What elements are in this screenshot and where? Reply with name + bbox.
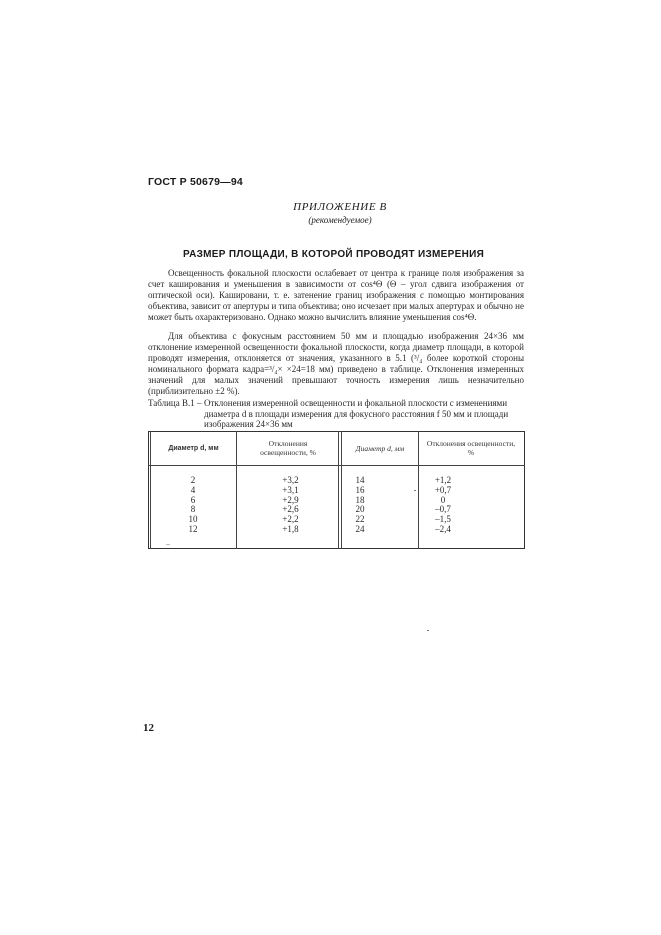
scan-mark: – (166, 539, 170, 548)
table-caption (148, 398, 524, 430)
table-cell: –0,7 (435, 504, 451, 515)
table-cell: 8 (190, 504, 196, 515)
header-diameter-1: Диаметр d, мм (168, 444, 219, 452)
table-cell: –1,5 (435, 514, 451, 525)
paragraph-2: Для объектива с фокусным расстоянием 50 мм и площадью изображения 24×36 мм отклонение измеренной освещенности фокальной плоскости, когда диаметр площади, в которой проводят измерения, отклоняется от значения, указанного в 5.1 (³/₄ более короткой стороны номинального формата кадра=³/₄× ×24=18 мм) приведено в таблице. Отклонения измеренных значений для малых значений превышают точность измерения лишь незначительно (приблизительно ±2 %). (148, 331, 524, 396)
header-diameter-2: Диаметр d, мм (355, 443, 405, 453)
column-diameter-2 (340, 476, 380, 535)
scan-speck (414, 490, 416, 491)
table-caption-body: Отклонения измеренной освещенности и фокальной плоскости с изменениями диаметра d в площади измерения для фокусного расстояния f 50 мм и площади изображения 24×36 мм (204, 398, 509, 429)
table-cell: 24 (355, 523, 365, 534)
table-cell: +2,2 (282, 514, 299, 525)
table-cell: +3,1 (282, 484, 299, 495)
column-deviation-1 (268, 476, 313, 535)
table-cell: 12 (188, 523, 198, 534)
table-cell: 16 (355, 484, 365, 495)
deviation-table (148, 431, 525, 549)
table-cell: 20 (355, 504, 365, 515)
table-cell: 6 (190, 494, 196, 505)
table-cell: 0 (440, 494, 446, 505)
table-caption-lead: Таблица В.1 – (148, 398, 202, 408)
column-diameter-1 (173, 476, 213, 535)
column-deviation-2 (423, 476, 463, 535)
table-cell: +0,7 (434, 484, 452, 495)
table-cell: 4 (190, 484, 196, 495)
table-header-rule (148, 465, 525, 466)
table-cell: 14 (355, 475, 365, 485)
table-cell: –2,4 (435, 523, 451, 534)
table-cell: 2 (190, 475, 196, 485)
paragraph-1: Освещенность фокальной плоскости ослабевает от центра к границе поля изображения за счет каширования и уменьшения в зависимости от cos⁴Θ (Θ – угол сдвига изображения от оптической оси). Кашировани, т. е. затенение границ изображения с помощью монтирования объектива, зависит от апертуры и типа объектива; оно исчезает при малых апертурах и обычно не может быть охарактеризовано. Однако можно вычислить влияние уменьшения cos⁴Θ. (148, 268, 524, 322)
table-cell: 18 (355, 494, 365, 505)
table-divider (338, 431, 339, 549)
table-cell: +2,6 (282, 504, 299, 515)
table-cell: +1,8 (282, 523, 299, 534)
section-title: РАЗМЕР ПЛОЩАДИ, В КОТОРОЙ ПРОВОДЯТ ИЗМЕРЕНИЯ (183, 249, 485, 260)
scan-speck (427, 630, 429, 631)
header-deviation-2: Отклонения освещенности, % (426, 439, 516, 457)
appendix-title: ПРИЛОЖЕНИЕ В (293, 201, 387, 213)
header-deviation-1: Отклонения освещенности, % (260, 439, 316, 457)
appendix-note: (рекомендуемое) (308, 215, 372, 225)
table-cell: +3,2 (282, 475, 299, 485)
page-number: 12 (143, 722, 154, 734)
table-divider (418, 431, 419, 549)
table-cell: 22 (355, 514, 365, 525)
document-id: ГОСТ Р 50679—94 (148, 176, 243, 188)
table-cell: +2,9 (282, 494, 299, 505)
table-divider (236, 431, 237, 549)
table-cell: +1,2 (434, 475, 452, 485)
table-cell: 10 (188, 514, 198, 525)
